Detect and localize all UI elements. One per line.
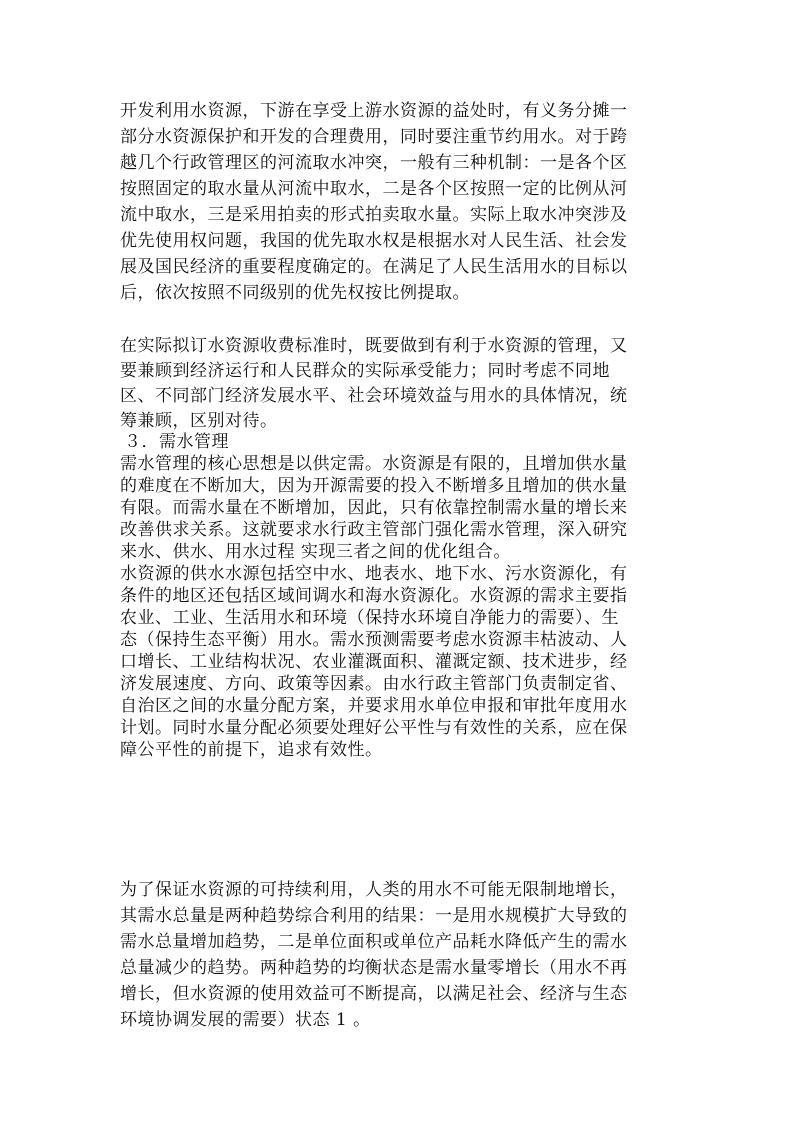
text-line: 自治区之间的水量分配方案，并要求用水单位申报和审批年度用水 xyxy=(120,696,628,716)
text-line: 需水管理的核心思想是以供定需。水资源是有限的，且增加供水量 xyxy=(120,454,628,474)
paragraph-sustainable-use xyxy=(120,877,675,1033)
text-line: 的难度在不断加大，因为开源需要的投入不断增多且增加的供水量 xyxy=(120,476,628,496)
text-line: 在实际拟订水资源收费标准时，既要做到有利于水资源的管理，又 xyxy=(120,336,628,356)
text-line: 来水、供水、用水过程 实现三者之间的优化组合。 xyxy=(120,542,511,562)
text-line: 障公平性的前提下，追求有效性。 xyxy=(120,740,383,760)
text-line: 部分水资源保护和开发的合理费用，同时要注重节约用水。对于跨 xyxy=(120,127,628,147)
text-line: 展及国民经济的重要程度确定的。在满足了人民生活用水的目标以 xyxy=(120,257,628,277)
text-line: 需水总量增加趋势，二是单位面积或单位产品耗水降低产生的需水 xyxy=(120,932,628,952)
text-line: 环境协调发展的需要）状态 1 。 xyxy=(120,1010,371,1030)
text-line: 筹兼顾，区别对待。 xyxy=(120,411,278,431)
paragraph-priority-water-rights xyxy=(120,98,675,306)
text-line: 农业、工业、生活用水和环境（保持水环境自净能力的需要）、生 xyxy=(120,608,619,628)
paragraph-fee-standards xyxy=(120,334,675,434)
text-line: 后，依次按照不同级别的优先权按比例提取。 xyxy=(120,283,470,303)
text-line: 条件的地区还包括区域间调水和海水资源化。水资源的需求主要指 xyxy=(120,586,628,606)
text-line: 增长，但水资源的使用效益可不断提高，以满足社会、经济与生态 xyxy=(120,984,628,1004)
text-line: 总量减少的趋势。两种趋势的均衡状态是需水量零增长（用水不再 xyxy=(120,958,628,978)
text-line: 其需水总量是两种趋势综合利用的结果：一是用水规模扩大导致的 xyxy=(120,906,628,926)
text-line: 优先使用权问题，我国的优先取水权是根据水对人民生活、社会发 xyxy=(120,231,628,251)
text-line: 开发利用水资源，下游在享受上游水资源的益处时，有义务分摊一 xyxy=(120,101,628,121)
text-line: 区、不同部门经济发展水平、社会环境效益与用水的具体情况，统 xyxy=(120,386,628,406)
text-line: 水资源的供水水源包括空中水、地表水、地下水、污水资源化，有 xyxy=(120,564,628,584)
text-line: 按照固定的取水量从河流中取水，二是各个区按照一定的比例从河 xyxy=(120,179,628,199)
text-line: 要兼顾到经济运行和人民群众的实际承受能力；同时考虑不同地 xyxy=(120,361,610,381)
section-heading: ３．需水管理 xyxy=(124,432,229,452)
text-line: 口增长、工业结构状况、农业灌溉面积、灌溉定额、技术进步，经 xyxy=(120,652,628,672)
text-line: 越几个行政管理区的河流取水冲突，一般有三种机制：一是各个区 xyxy=(120,153,628,173)
text-line: 计划。同时水量分配必须要处理好公平性与有效性的关系，应在保 xyxy=(120,718,628,738)
text-line: 改善供求关系。这就要求水行政主管部门强化需水管理，深入研究 xyxy=(120,520,628,540)
text-line: 态（保持生态平衡）用水。需水预测需要考虑水资源丰枯波动、人 xyxy=(120,630,628,650)
text-line: 济发展速度、方向、政策等因素。由水行政主管部门负责制定省、 xyxy=(120,674,628,694)
text-line: 为了保证水资源的可持续利用，人类的用水不可能无限制地增长， xyxy=(120,880,628,900)
text-line: 流中取水，三是采用拍卖的形式拍卖取水量。实际上取水冲突涉及 xyxy=(120,205,628,225)
text-line: 有限。而需水量在不断增加，因此，只有依靠控制需水量的增长来 xyxy=(120,498,628,518)
section-demand-management xyxy=(120,431,675,761)
